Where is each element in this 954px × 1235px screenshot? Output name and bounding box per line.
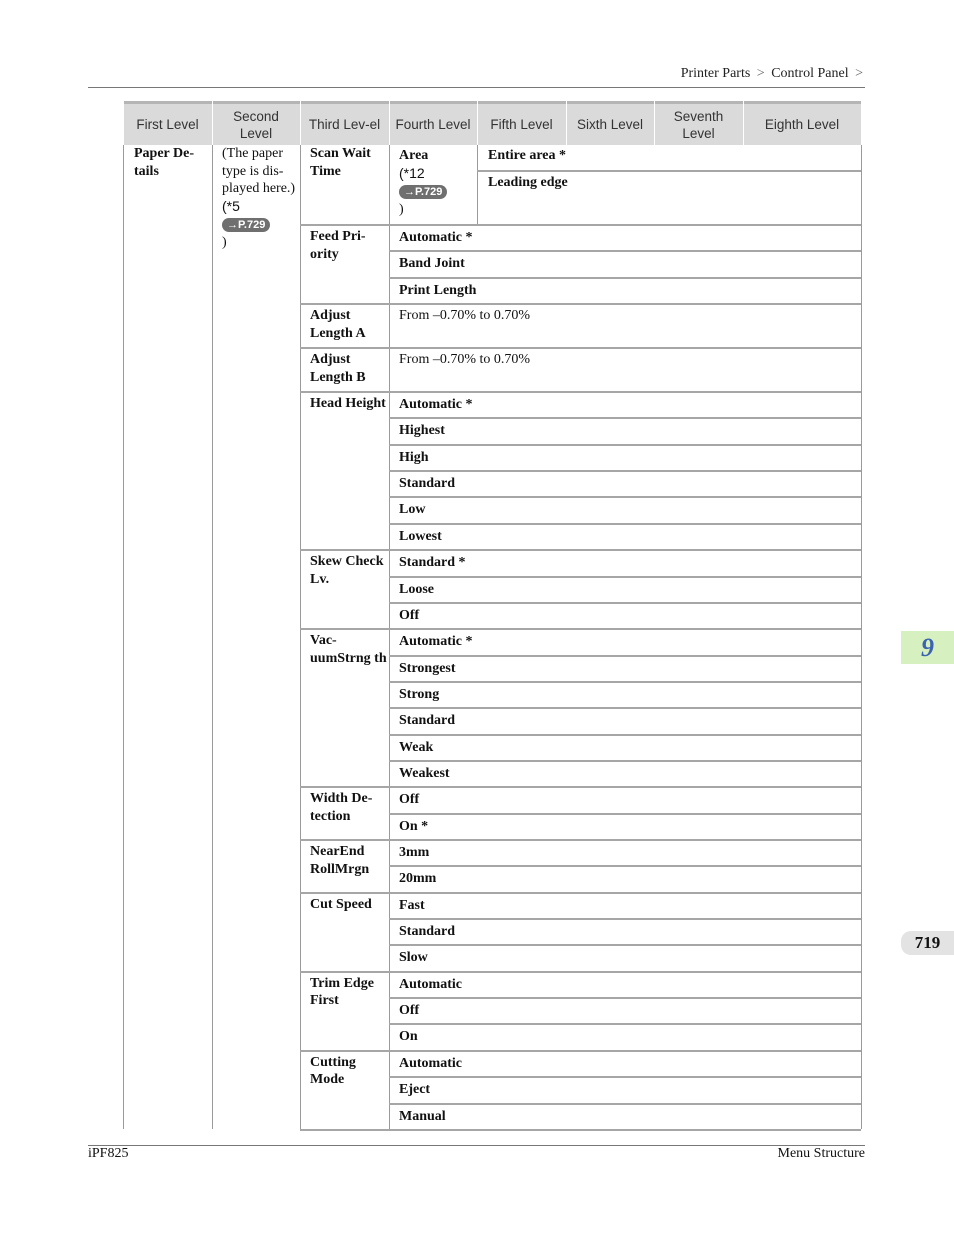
header-divider bbox=[300, 101, 301, 145]
option-value: Fast bbox=[399, 897, 425, 913]
option-entire-area: Entire area * bbox=[488, 148, 567, 163]
option-value: Strong bbox=[399, 686, 440, 702]
column-divider bbox=[123, 145, 124, 1129]
row-divider bbox=[300, 786, 861, 788]
header-divider bbox=[743, 101, 744, 145]
third-level-item: Adjust Length A bbox=[310, 308, 366, 341]
page-ref-badge[interactable]: →P.729 bbox=[222, 218, 270, 232]
option-value: Print Length bbox=[399, 282, 477, 298]
option-value: High bbox=[399, 449, 429, 465]
row-divider bbox=[389, 576, 861, 578]
column-header-3: Third Lev-el bbox=[300, 101, 389, 145]
row-divider bbox=[389, 865, 861, 867]
header-divider bbox=[389, 101, 390, 145]
column-header-4: Fourth Level bbox=[389, 101, 477, 145]
column-divider bbox=[300, 145, 301, 1129]
header-divider bbox=[212, 101, 213, 145]
third-level-item: Head Height bbox=[310, 396, 386, 412]
option-value: Eject bbox=[399, 1082, 431, 1098]
row-divider bbox=[389, 760, 861, 762]
page-number-tab: 719 bbox=[901, 931, 954, 955]
header-divider bbox=[123, 101, 124, 145]
option-value: Highest bbox=[399, 423, 445, 439]
option-value: Off bbox=[399, 792, 420, 808]
footer-rule bbox=[88, 1145, 865, 1146]
option-value: Loose bbox=[399, 581, 434, 597]
option-value: Low bbox=[399, 502, 426, 518]
third-level-item: NearEnd RollMrgn bbox=[310, 844, 370, 877]
option-value: Automatic * bbox=[399, 634, 473, 650]
header-divider bbox=[477, 101, 478, 145]
fourth-level-area bbox=[399, 147, 475, 218]
option-value: Automatic bbox=[399, 1055, 462, 1071]
column-divider bbox=[212, 145, 213, 1129]
row-divider bbox=[300, 391, 861, 393]
crumb-control-panel: Control Panel bbox=[771, 66, 849, 81]
column-header-6: Sixth Level bbox=[566, 101, 654, 145]
option-value: Weak bbox=[399, 739, 434, 755]
third-level-item: Cut Speed bbox=[310, 896, 372, 912]
option-value: Off bbox=[399, 1003, 420, 1019]
row-divider bbox=[300, 971, 861, 973]
row-divider bbox=[300, 628, 861, 630]
option-value: Strongest bbox=[399, 660, 456, 676]
area-label: Area bbox=[399, 148, 429, 163]
row-divider bbox=[300, 347, 861, 349]
row-divider bbox=[300, 839, 861, 841]
crumb-printer-parts: Printer Parts bbox=[680, 66, 751, 81]
column-header-8: Eighth Level bbox=[743, 101, 861, 145]
option-value: Off bbox=[399, 607, 420, 623]
area-note: (*12 bbox=[399, 164, 425, 181]
third-level-item: Feed Pri-ority bbox=[310, 229, 366, 262]
ref-note: (*5 bbox=[222, 197, 240, 214]
row-divider bbox=[300, 224, 861, 226]
option-value: Automatic * bbox=[399, 397, 473, 413]
option-value: Standard bbox=[399, 476, 456, 492]
option-value: 3mm bbox=[399, 845, 430, 860]
row-divider bbox=[389, 1076, 861, 1078]
row-divider bbox=[300, 892, 861, 894]
page-ref-badge[interactable]: →P.729 bbox=[399, 185, 447, 199]
area-close: ) bbox=[399, 201, 404, 217]
row-divider bbox=[389, 1103, 861, 1105]
option-value: Weakest bbox=[399, 765, 450, 781]
range-value: From –0.70% to 0.70% bbox=[399, 308, 531, 324]
option-value: Automatic bbox=[399, 976, 462, 992]
row-divider bbox=[300, 303, 861, 305]
option-value: On * bbox=[399, 818, 429, 834]
third-level-scan-wait-time: Scan Wait Time bbox=[310, 146, 371, 179]
option-value: Automatic * bbox=[399, 230, 473, 245]
third-level-item: Skew Check Lv. bbox=[310, 554, 384, 587]
row-divider bbox=[477, 170, 861, 172]
row-divider bbox=[389, 707, 861, 709]
column-divider bbox=[861, 145, 862, 1129]
column-header-1: First Level bbox=[123, 101, 212, 145]
option-value: Standard * bbox=[399, 555, 466, 571]
crumb-sep: > bbox=[855, 66, 863, 81]
chapter-tab[interactable]: 9 bbox=[901, 631, 954, 664]
option-value: Slow bbox=[399, 950, 428, 966]
row-divider bbox=[389, 523, 861, 525]
third-level-item: Trim Edge First bbox=[310, 975, 374, 1009]
row-divider bbox=[389, 1023, 861, 1025]
third-level-item: Vac-uumStrng th bbox=[310, 633, 387, 666]
row-divider bbox=[389, 655, 861, 657]
row-divider bbox=[389, 997, 861, 999]
header-breadcrumb bbox=[681, 66, 866, 82]
row-divider bbox=[389, 918, 861, 920]
option-value: Standard bbox=[399, 924, 456, 940]
row-divider bbox=[300, 549, 861, 551]
row-divider bbox=[300, 1050, 861, 1052]
row-divider bbox=[389, 417, 861, 419]
ref-close: ) bbox=[222, 234, 227, 250]
third-level-item: Width De-tection bbox=[310, 791, 373, 824]
option-value: Lowest bbox=[399, 528, 442, 544]
header-divider bbox=[566, 101, 567, 145]
crumb-sep: > bbox=[756, 66, 765, 81]
footer-section: Menu Structure bbox=[777, 1146, 865, 1161]
third-level-item: Adjust Length B bbox=[310, 352, 366, 385]
row-divider bbox=[389, 734, 861, 736]
option-value: On bbox=[399, 1029, 418, 1045]
option-value: Band Joint bbox=[399, 256, 465, 272]
row-divider bbox=[389, 944, 861, 946]
row-divider bbox=[389, 444, 861, 446]
range-value: From –0.70% to 0.70% bbox=[399, 352, 531, 368]
row-divider bbox=[389, 250, 861, 252]
header-divider bbox=[654, 101, 655, 145]
option-value: 20mm bbox=[399, 871, 437, 887]
row-divider bbox=[389, 681, 861, 683]
column-header-7: Seventh Level bbox=[654, 101, 743, 145]
column-header-2: Second Level bbox=[212, 101, 300, 145]
option-value: Standard bbox=[399, 713, 456, 729]
header-rule bbox=[88, 87, 865, 88]
second-level-cell bbox=[222, 145, 298, 251]
footer-model: iPF825 bbox=[88, 1146, 129, 1161]
third-level-item: Cutting Mode bbox=[310, 1054, 356, 1088]
row-divider bbox=[389, 813, 861, 815]
row-divider bbox=[389, 496, 861, 498]
option-value: Manual bbox=[399, 1108, 446, 1124]
row-divider bbox=[300, 1129, 861, 1131]
row-divider bbox=[389, 277, 861, 279]
option-leading-edge: Leading edge bbox=[488, 175, 568, 190]
first-level-cell: Paper De-tails bbox=[134, 146, 194, 179]
column-divider bbox=[477, 145, 478, 225]
second-level-text: (The paper type is dis-played here.) bbox=[222, 146, 296, 196]
row-divider bbox=[389, 470, 861, 472]
row-divider bbox=[389, 602, 861, 604]
column-header-5: Fifth Level bbox=[477, 101, 566, 145]
